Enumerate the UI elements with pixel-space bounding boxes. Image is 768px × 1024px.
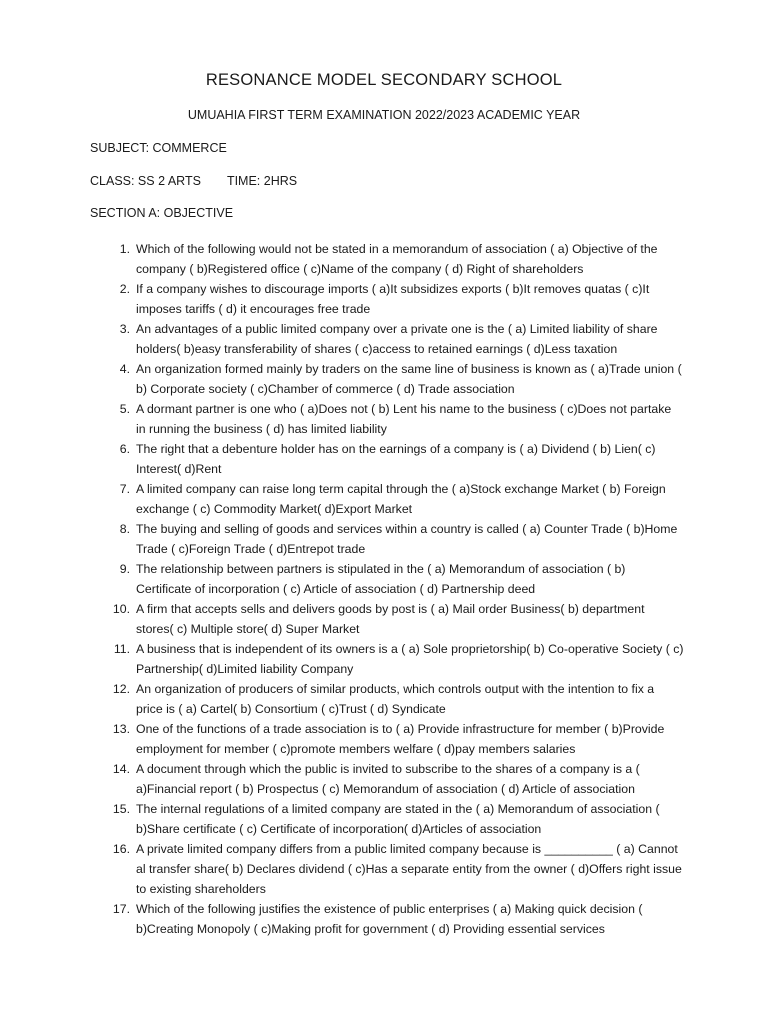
question-text: Which of the following would not be stated in a memorandum of association ( a) Objective of the company ( b)Registered office ( c)Name of the company ( d) Right of shareholders: [136, 242, 658, 276]
question-item: [0, 799, 768, 839]
class-time-line: [90, 174, 297, 188]
question-number: 3.: [119, 322, 130, 336]
question-number: 6.: [119, 442, 130, 456]
question-item: [0, 439, 768, 479]
question-item: [0, 319, 768, 359]
question-number: 2.: [119, 282, 130, 296]
question-number: 16.: [112, 842, 130, 856]
question-text: A private limited company differs from a public limited company because is __________ ( a) Cannot al transfer share( b) Declares dividend ( c)Has a separate entity from the owner ( d)Offers right issue to existing shareholders: [136, 842, 682, 896]
question-number: 12.: [112, 682, 130, 696]
question-item: [0, 559, 768, 599]
question-number: 1.: [119, 242, 130, 256]
exam-title: UMUAHIA FIRST TERM EXAMINATION 2022/2023 ACADEMIC YEAR: [187, 108, 581, 122]
question-list: [0, 239, 768, 939]
question-text: Which of the following justifies the existence of public enterprises ( a) Making quick decision ( b)Creating Monopoly ( c)Making profit for government ( d) Providing essential services: [136, 902, 643, 936]
question-item: [0, 399, 768, 439]
question-item: [0, 639, 768, 679]
question-item: [0, 239, 768, 279]
question-text: A firm that accepts sells and delivers goods by post is ( a) Mail order Business( b) department stores( c) Multiple store( d) Super Market: [136, 602, 645, 636]
section-heading: SECTION A: OBJECTIVE: [90, 206, 234, 220]
question-text: An advantages of a public limited company over a private one is the ( a) Limited liability of share holders( b)easy transferability of shares ( c)access to retained earnings ( d)Less taxation: [136, 322, 658, 356]
question-number: 7.: [119, 482, 130, 496]
question-text: The right that a debenture holder has on the earnings of a company is ( a) Dividend ( b) Lien( c) Interest( d)Rent: [136, 442, 656, 476]
question-text: A dormant partner is one who ( a)Does not ( b) Lent his name to the business ( c)Does not partake in running the business ( d) has limited liability: [136, 402, 672, 436]
question-item: [0, 519, 768, 559]
question-text: A limited company can raise long term capital through the ( a)Stock exchange Market ( b) Foreign exchange ( c) Commodity Market( d)Export Market: [136, 482, 666, 516]
question-number: 4.: [119, 362, 130, 376]
question-text: The internal regulations of a limited company are stated in the ( a) Memorandum of association ( b)Share certificate ( c) Certificate of incorporation( d)Articles of association: [136, 802, 660, 836]
question-text: The buying and selling of goods and services within a country is called ( a) Counter Trade ( b)Home Trade ( c)Foreign Trade ( d)Entrepot trade: [136, 522, 678, 556]
question-item: [0, 719, 768, 759]
question-text: One of the functions of a trade association is to ( a) Provide infrastructure for member ( b)Provide employment for member ( c)promote members welfare ( d)pay members salaries: [136, 722, 665, 756]
question-number: 13.: [112, 722, 130, 736]
question-item: [0, 279, 768, 319]
question-text: A document through which the public is invited to subscribe to the shares of a company is a ( a)Financial report ( b) Prospectus ( c) Memorandum of association ( d) Article of association: [136, 762, 640, 796]
subject-line: SUBJECT: COMMERCE: [90, 141, 227, 155]
question-text: An organization formed mainly by traders on the same line of business is known as ( a)Trade union ( b) Corporate society ( c)Chamber of commerce ( d) Trade association: [136, 362, 682, 396]
question-text: A business that is independent of its owners is a ( a) Sole proprietorship( b) Co-operative Society ( c) Partnership( d)Limited liability Company: [136, 642, 684, 676]
class-label: CLASS: SS 2 ARTS: [90, 174, 201, 188]
question-number: 10.: [112, 602, 130, 616]
question-number: 17.: [112, 902, 130, 916]
question-item: [0, 359, 768, 399]
question-item: [0, 839, 768, 899]
question-text: The relationship between partners is stipulated in the ( a) Memorandum of association ( b) Certificate of incorporation ( c) Article of association ( d) Partnership deed: [136, 562, 626, 596]
question-text: An organization of producers of similar products, which controls output with the intention to fix a price is ( a) Cartel( b) Consortium ( c)Trust ( d) Syndicate: [136, 682, 655, 716]
question-number: 14.: [112, 762, 130, 776]
question-item: [0, 679, 768, 719]
school-name: RESONANCE MODEL SECONDARY SCHOOL: [205, 71, 563, 89]
question-number: 15.: [112, 802, 130, 816]
question-number: 9.: [119, 562, 130, 576]
question-item: [0, 759, 768, 799]
time-label: TIME: 2HRS: [226, 174, 298, 188]
question-number: 5.: [119, 402, 130, 416]
question-number: 11.: [113, 642, 130, 656]
question-text: If a company wishes to discourage imports ( a)It subsidizes exports ( b)It removes quatas ( c)It imposes tariffs ( d) it encourages free trade: [136, 282, 650, 316]
question-item: [0, 479, 768, 519]
question-item: [0, 599, 768, 639]
question-number: 8.: [119, 522, 130, 536]
question-item: [0, 899, 768, 939]
